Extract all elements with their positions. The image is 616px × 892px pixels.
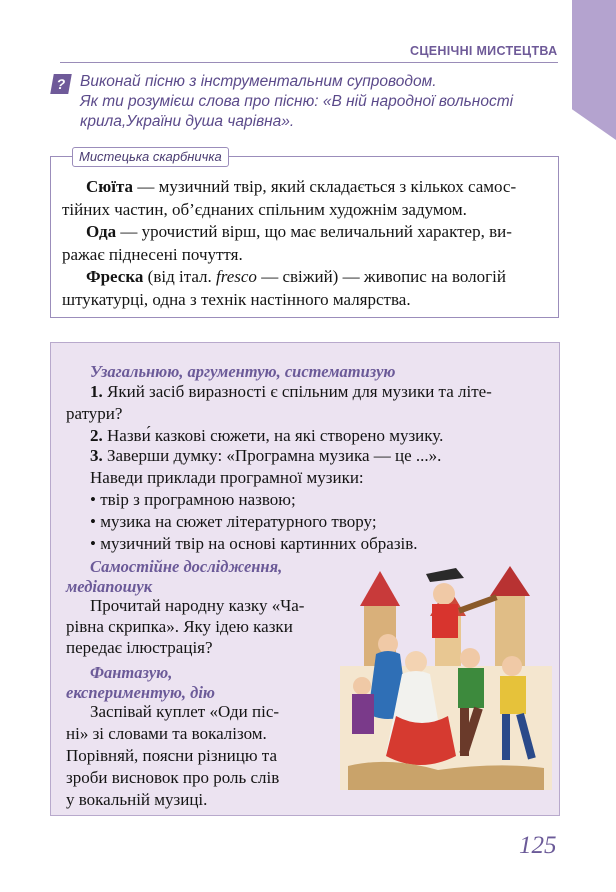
header-divider: [60, 62, 558, 63]
bullet-glyph: •: [90, 512, 96, 531]
treasury-title: Мистецька скарбничка: [72, 147, 229, 167]
bullet-glyph: •: [90, 490, 96, 509]
question-icon: ?: [50, 74, 72, 94]
running-header: СЦЕНІЧНІ МИСТЕЦТВА: [410, 44, 558, 58]
definition-fresco-cont: штукатурці, одна з технік настінного малярства.: [62, 289, 411, 309]
bullet-item: • музика на сюжет літературного твору;: [90, 512, 377, 531]
question-line: Як ти розумієш слова про пісню: «В ній народної вольності: [80, 93, 514, 110]
fantasy-text: ні» зі словами та вокалізом.: [66, 724, 267, 743]
definition-ode-cont: ражає піднесені почуття.: [62, 244, 243, 264]
chapter-tab: [572, 0, 616, 140]
page-number: 125: [519, 832, 557, 859]
bullet-item: • твір з програмною назвою;: [90, 490, 296, 509]
task-1-cont: ратури?: [66, 404, 123, 423]
definition-suite: Сюїта — музичний твір, який складається з кількох самос-: [86, 177, 517, 196]
fantasy-text: Порівняй, поясни різницю та: [66, 746, 277, 765]
definition-ode: Ода — урочистий вірш, що має величальний характер, ви-: [86, 222, 512, 241]
question-line: крила,України душа чарівна».: [80, 113, 295, 130]
definition-suite-cont: тійних частин, об’єднаних спільним художнім задумом.: [62, 199, 467, 219]
question-text: [80, 72, 540, 132]
fantasy-text: у вокальній музиці.: [66, 790, 208, 809]
research-heading: Самостійне дослідження,: [90, 557, 283, 576]
fantasy-heading: Фантазую,: [90, 663, 173, 682]
question-line: Виконай пісню з інструментальним супроводом.: [80, 73, 437, 90]
fairy-tale-dancers-illustration: [340, 566, 552, 790]
examples-intro: Наведи приклади програмної музики:: [90, 468, 364, 487]
foreign-word: fresco: [216, 267, 257, 286]
term-suite: Сюїта: [86, 177, 134, 196]
research-text: Прочитай народну казку «Ча-: [90, 596, 305, 615]
research-text: передає ілюстрація?: [66, 638, 213, 657]
definition-fresco: Фреска (від італ. fresco — свіжий) — живопис на вологій: [86, 267, 506, 286]
task-3: 3. Заверши думку: «Програмна музика — це ...».: [90, 446, 442, 465]
task-1: 1. Який засіб виразності є спільним для музики та літе-: [90, 382, 492, 401]
fantasy-text: Заспівай куплет «Оди піс-: [90, 702, 280, 721]
term-fresco: Фреска: [86, 267, 144, 286]
bullet-item: • музичний твір на основі картинних образів.: [90, 534, 418, 553]
research-text: рівна скрипка». Яку ідею казки: [66, 617, 293, 636]
treasury-definitions: [62, 176, 552, 311]
bullet-glyph: •: [90, 534, 96, 553]
fantasy-text: зроби висновок про роль слів: [66, 768, 280, 787]
task-2: 2. Назви́ казкові сюжети, на які створено музику.: [90, 426, 444, 445]
fantasy-heading-cont: експериментую, дію: [66, 683, 215, 702]
tasks-heading: Узагальнюю, аргументую, систематизую: [90, 362, 396, 381]
research-heading-cont: медіапошук: [66, 577, 153, 596]
term-ode: Ода: [86, 222, 117, 241]
